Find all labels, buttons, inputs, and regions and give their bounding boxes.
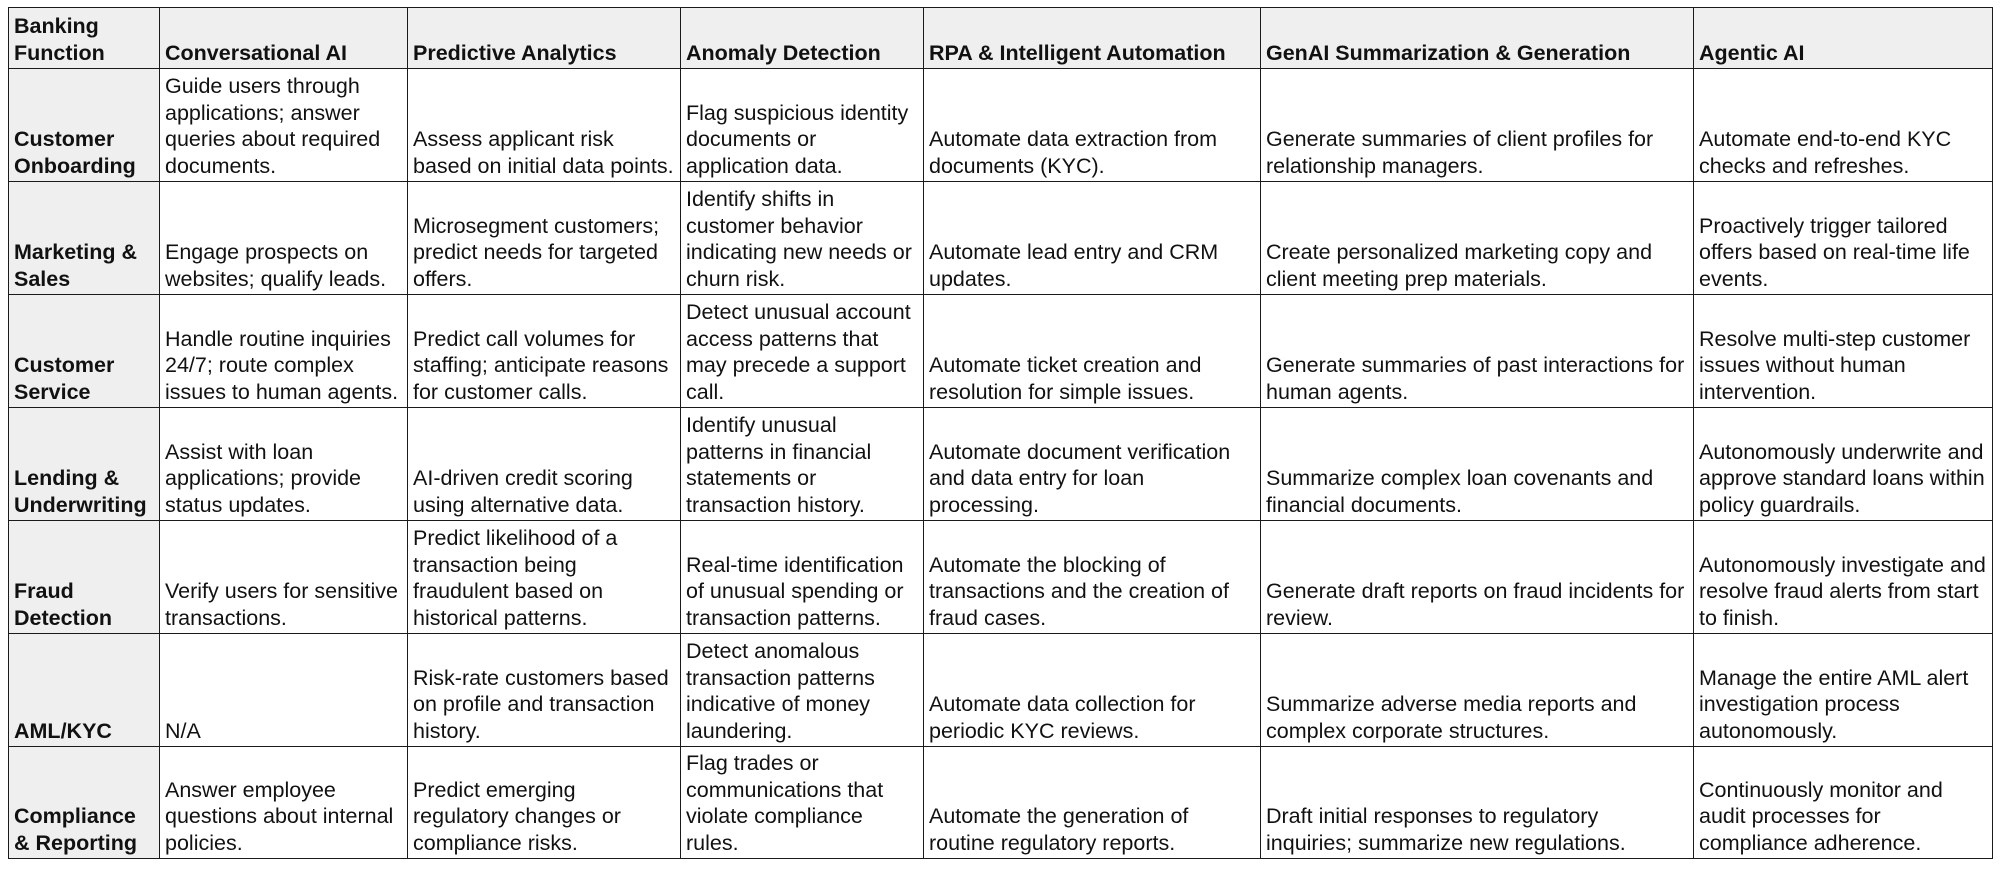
table-cell: Draft initial responses to regulatory inquiries; summarize new regulations.: [1261, 747, 1694, 859]
table-cell: Guide users through applications; answer queries about required documents.: [160, 69, 408, 182]
header-row: [9, 8, 1993, 69]
table-cell: Answer employee questions about internal policies.: [160, 747, 408, 859]
row-header-fraud-detection: Fraud Detection: [9, 521, 160, 634]
table-cell: Assess applicant risk based on initial data points.: [408, 69, 681, 182]
table-cell: Automate lead entry and CRM updates.: [924, 182, 1261, 295]
table-cell: Automate data collection for periodic KYC reviews.: [924, 634, 1261, 747]
table-row: [9, 69, 1993, 182]
row-header-lending-underwriting: Lending & Underwriting: [9, 408, 160, 521]
table-cell: Automate document verification and data entry for loan processing.: [924, 408, 1261, 521]
table-cell: Automate the generation of routine regulatory reports.: [924, 747, 1261, 859]
table-cell: Automate ticket creation and resolution for simple issues.: [924, 295, 1261, 408]
table-cell: Autonomously investigate and resolve fraud alerts from start to finish.: [1694, 521, 1993, 634]
table-cell: Generate draft reports on fraud incidents for review.: [1261, 521, 1694, 634]
table-cell: AI-driven credit scoring using alternative data.: [408, 408, 681, 521]
header-genai-summarization-generation: GenAI Summarization & Generation: [1261, 8, 1694, 69]
table-row: [9, 408, 1993, 521]
table-cell: Automate end-to-end KYC checks and refreshes.: [1694, 69, 1993, 182]
table-cell: Real-time identification of unusual spending or transaction patterns.: [681, 521, 924, 634]
header-conversational-ai: Conversational AI: [160, 8, 408, 69]
table-cell: Generate summaries of past interactions for human agents.: [1261, 295, 1694, 408]
table-cell: Verify users for sensitive transactions.: [160, 521, 408, 634]
table-cell: Identify shifts in customer behavior indicating new needs or churn risk.: [681, 182, 924, 295]
table-cell: Automate the blocking of transactions and the creation of fraud cases.: [924, 521, 1261, 634]
table-cell: Resolve multi-step customer issues without human intervention.: [1694, 295, 1993, 408]
row-header-customer-onboarding: Customer Onboarding: [9, 69, 160, 182]
table-cell: Identify unusual patterns in financial statements or transaction history.: [681, 408, 924, 521]
ai-banking-matrix: [8, 7, 1992, 859]
table-cell: Manage the entire AML alert investigation process autonomously.: [1694, 634, 1993, 747]
row-header-aml-kyc: AML/KYC: [9, 634, 160, 747]
table-row: [9, 182, 1993, 295]
header-agentic-ai: Agentic AI: [1694, 8, 1993, 69]
row-header-compliance-reporting: Compliance & Reporting: [9, 747, 160, 859]
table-cell: Automate data extraction from documents (KYC).: [924, 69, 1261, 182]
table-cell: Predict emerging regulatory changes or compliance risks.: [408, 747, 681, 859]
table-row: [9, 634, 1993, 747]
header-banking-function: Banking Function: [9, 8, 160, 69]
header-predictive-analytics: Predictive Analytics: [408, 8, 681, 69]
table-cell: Summarize complex loan covenants and financial documents.: [1261, 408, 1694, 521]
table-cell: Detect unusual account access patterns that may precede a support call.: [681, 295, 924, 408]
table-cell: Create personalized marketing copy and client meeting prep materials.: [1261, 182, 1694, 295]
table-row: [9, 747, 1993, 859]
table-cell: Proactively trigger tailored offers based on real-time life events.: [1694, 182, 1993, 295]
header-rpa-intelligent-automation: RPA & Intelligent Automation: [924, 8, 1261, 69]
table-cell: Microsegment customers; predict needs for targeted offers.: [408, 182, 681, 295]
table-cell: Assist with loan applications; provide status updates.: [160, 408, 408, 521]
table-cell: Generate summaries of client profiles for relationship managers.: [1261, 69, 1694, 182]
table-cell: Predict call volumes for staffing; anticipate reasons for customer calls.: [408, 295, 681, 408]
row-header-marketing-sales: Marketing & Sales: [9, 182, 160, 295]
table-cell: Predict likelihood of a transaction being fraudulent based on historical patterns.: [408, 521, 681, 634]
table-cell: Autonomously underwrite and approve standard loans within policy guardrails.: [1694, 408, 1993, 521]
row-header-customer-service: Customer Service: [9, 295, 160, 408]
matrix-table: [8, 7, 1993, 859]
table-row: [9, 521, 1993, 634]
table-cell: Flag suspicious identity documents or application data.: [681, 69, 924, 182]
table-cell: Continuously monitor and audit processes for compliance adherence.: [1694, 747, 1993, 859]
table-cell: Summarize adverse media reports and complex corporate structures.: [1261, 634, 1694, 747]
header-anomaly-detection: Anomaly Detection: [681, 8, 924, 69]
table-cell: Flag trades or communications that violate compliance rules.: [681, 747, 924, 859]
table-cell: Detect anomalous transaction patterns indicative of money laundering.: [681, 634, 924, 747]
table-cell: Risk-rate customers based on profile and transaction history.: [408, 634, 681, 747]
table-row: [9, 295, 1993, 408]
table-cell: Engage prospects on websites; qualify leads.: [160, 182, 408, 295]
table-cell: Handle routine inquiries 24/7; route complex issues to human agents.: [160, 295, 408, 408]
table-cell: N/A: [160, 634, 408, 747]
